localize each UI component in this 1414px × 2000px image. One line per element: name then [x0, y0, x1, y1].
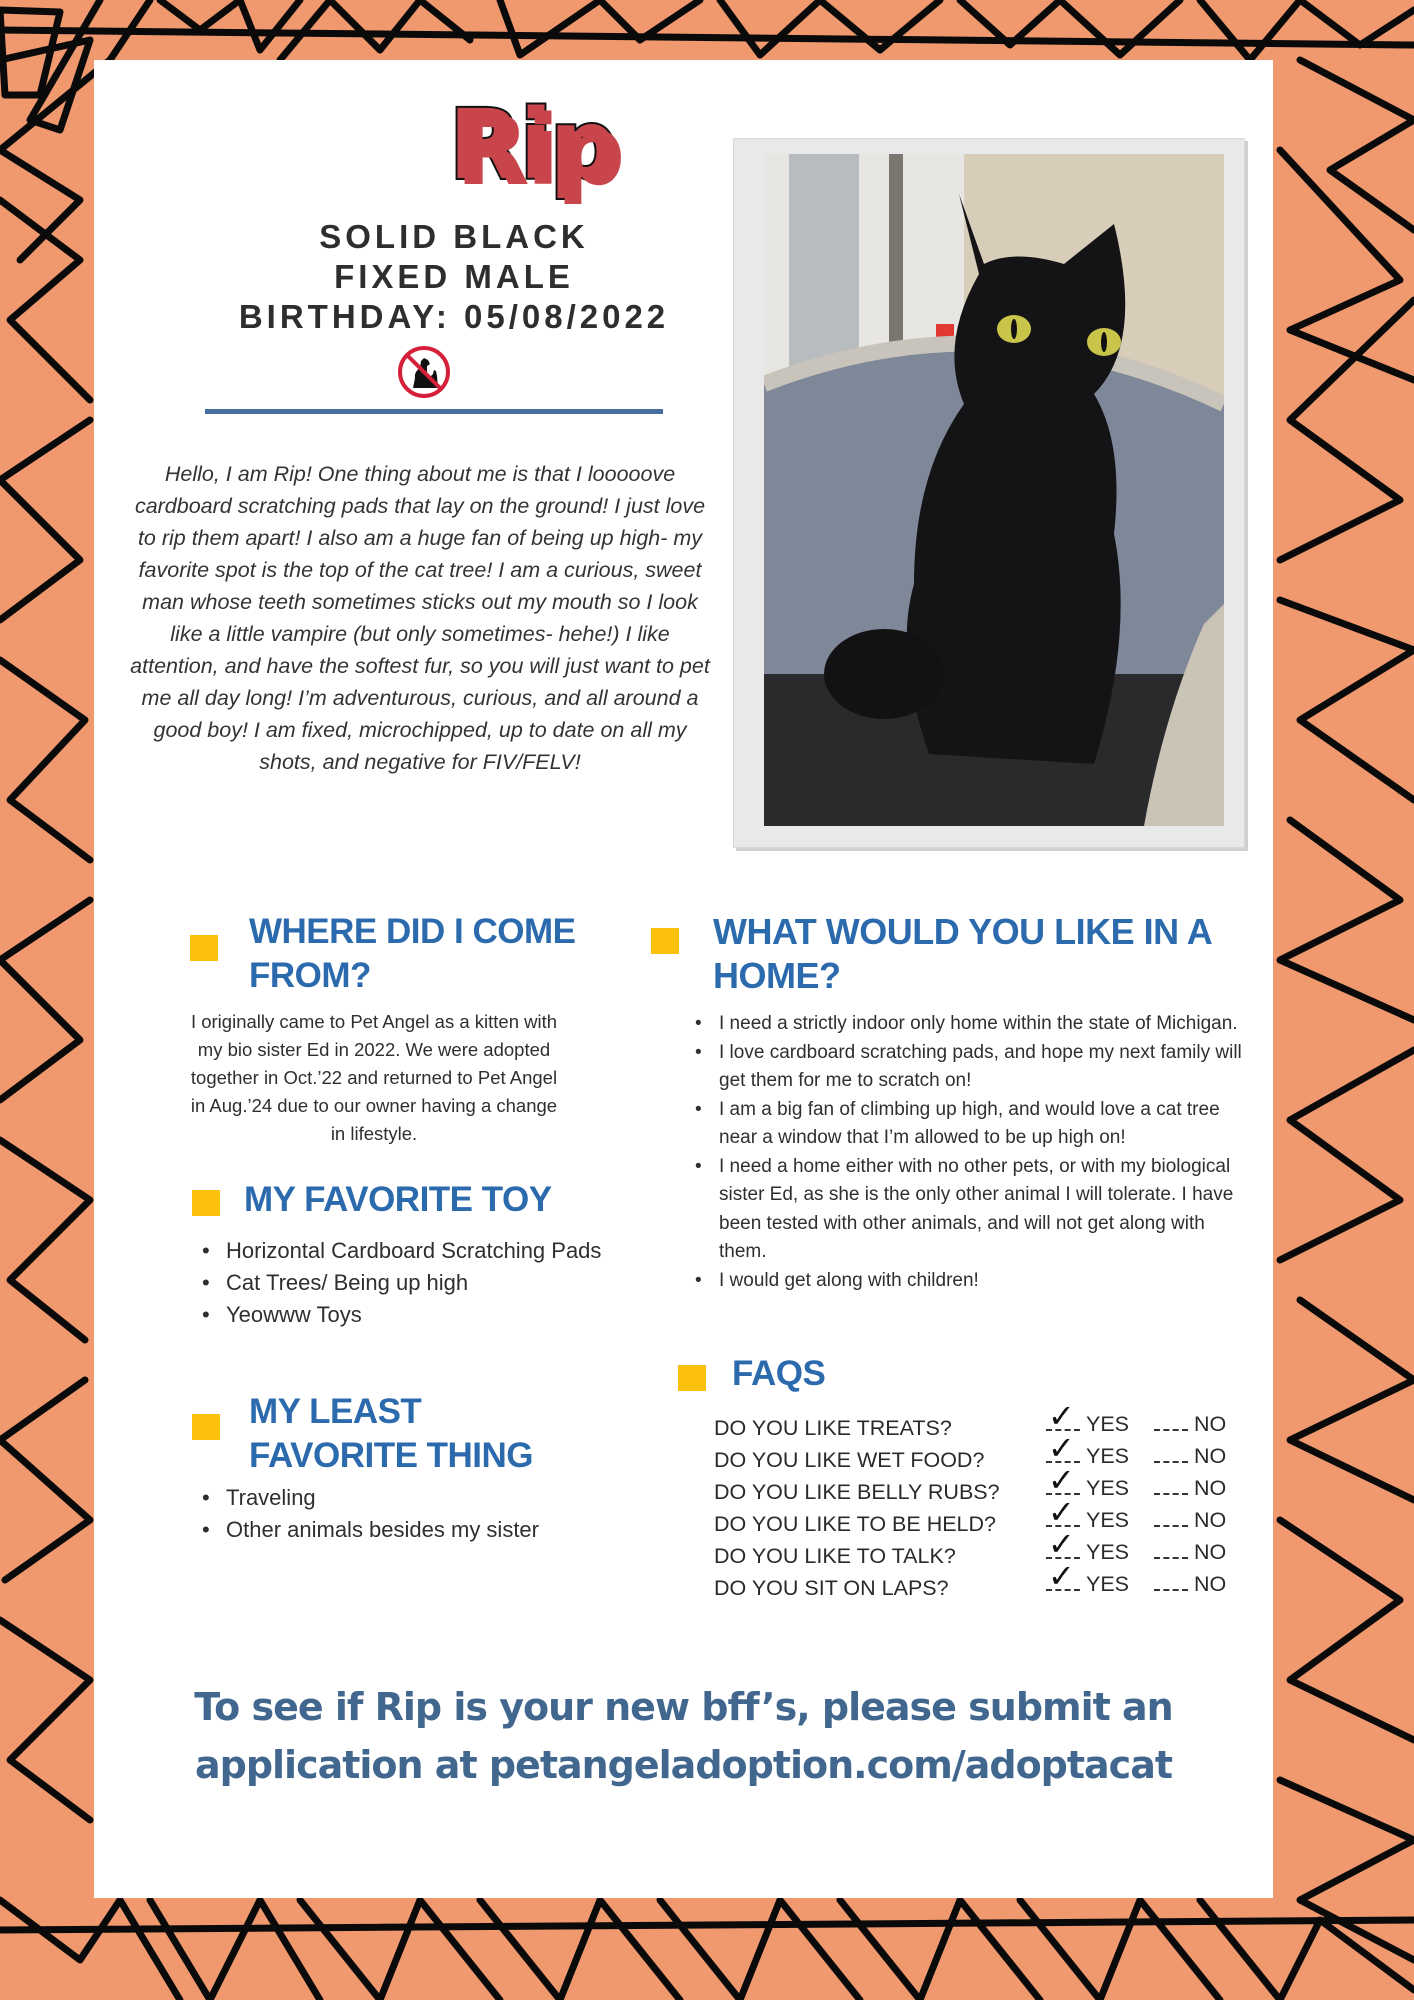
least-favorite-heading: MY LEAST FAVORITE THING	[249, 1392, 534, 1475]
checkmark-icon: ✓	[1048, 1461, 1075, 1499]
list-item: • I would get along with children!	[691, 1267, 1251, 1296]
cat-photo	[764, 154, 1224, 826]
faq-yes-option: ✓ YES	[1048, 1525, 1130, 1564]
faq-row	[714, 1557, 1254, 1604]
section-bullet-square	[192, 1190, 220, 1216]
faq-no-option: NO	[1154, 1540, 1226, 1565]
checkmark-icon: ✓	[1048, 1429, 1075, 1467]
faq-no-option: NO	[1154, 1412, 1226, 1437]
no-pets-icon	[396, 344, 452, 400]
faq-question: DO YOU LIKE BELLY RUBS?	[714, 1480, 1000, 1504]
list-item: • Horizontal Cardboard Scratching Pads	[198, 1235, 658, 1267]
faq-question: DO YOU LIKE WET FOOD?	[714, 1448, 985, 1472]
faq-row	[714, 1429, 1254, 1476]
list-item: • Traveling	[198, 1482, 658, 1514]
checkmark-icon: ✓	[1048, 1397, 1075, 1435]
faq-yes-option: ✓ YES	[1048, 1557, 1130, 1596]
favorite-toy-list	[198, 1235, 658, 1331]
faq-no-option: NO	[1154, 1572, 1226, 1597]
faq-yes-option: ✓ YES	[1048, 1493, 1130, 1532]
checkmark-icon: ✓	[1048, 1525, 1075, 1563]
faq-row	[714, 1397, 1254, 1444]
origin-heading: WHERE DID I COME FROM?	[249, 912, 576, 995]
section-bullet-square	[190, 935, 218, 961]
adoption-link-text[interactable]: application at petangeladoption.com/adoptacat	[194, 1743, 1173, 1787]
list-item: • Other animals besides my sister	[198, 1514, 658, 1546]
birthday-line: BIRTHDAY: 05/08/2022	[238, 298, 670, 335]
list-item: • I am a big fan of climbing up high, and would love a cat tree near a window that I’m allowed to be up high on!	[691, 1096, 1251, 1153]
faq-row	[714, 1493, 1254, 1540]
faq-yes-option: ✓ YES	[1048, 1429, 1130, 1468]
checkmark-icon: ✓	[1048, 1493, 1075, 1531]
list-item: • I love cardboard scratching pads, and hope my next family will get them for me to scratch on!	[691, 1039, 1251, 1096]
call-to-action: To see if Rip is your new bff’s, please submit an application at petangeladoption.com/adoptacat	[114, 1678, 1253, 1794]
section-bullet-square	[651, 928, 679, 954]
cat-name-title: Rip	[448, 89, 616, 201]
adoption-flyer-card	[94, 60, 1273, 1898]
list-item: • I need a home either with no other pets, or with my biological sister Ed, as she is the only other animal I will tolerate. I have been tested with other animals, and will not get along with them.	[691, 1153, 1251, 1267]
favorite-toy-heading: MY FAVORITE TOY	[244, 1180, 552, 1219]
faq-no-option: NO	[1154, 1444, 1226, 1469]
bio-paragraph: Hello, I am Rip! One thing about me is that I looooove cardboard scratching pads that lay on the ground! I just love to rip them apart! I also am a huge fan of being up high- my favorite spot is the top of the cat tree! I am a curious, sweet man whose teeth sometimes sticks out my mouth so I look like a little vampire (but only sometimes- hehe!) I like attention, and have the softest fur, so you will just want to pet me all day long! I’m adventurous, curious, and all around a good boy! I am fixed, microchipped, up to date on all my shots, and negative for FIV/FELV!	[130, 462, 710, 774]
faq-question: DO YOU SIT ON LAPS?	[714, 1576, 949, 1600]
faq-row	[714, 1461, 1254, 1508]
faqs-heading: FAQS	[732, 1354, 826, 1393]
faq-no-option: NO	[1154, 1476, 1226, 1501]
faq-yes-option: ✓ YES	[1048, 1461, 1130, 1500]
photo-frame	[733, 138, 1245, 848]
origin-text: I originally came to Pet Angel as a kitten with my bio sister Ed in 2022. We were adopted together in Oct.’22 and returned to Pet Angel in Aug.’24 due to our owner having a change in lifestyle.	[190, 1011, 558, 1144]
list-item: • Cat Trees/ Being up high	[198, 1267, 658, 1299]
home-requirements-list	[691, 1010, 1251, 1295]
faq-question: DO YOU LIKE TO TALK?	[714, 1544, 956, 1568]
faq-row	[714, 1525, 1254, 1572]
least-favorite-list	[198, 1482, 658, 1546]
faq-table	[714, 1397, 1254, 1604]
list-item: • I need a strictly indoor only home within the state of Michigan.	[691, 1010, 1251, 1039]
faq-question: DO YOU LIKE TO BE HELD?	[714, 1512, 996, 1536]
home-heading: WHAT WOULD YOU LIKE IN A HOME?	[713, 911, 1213, 996]
faq-question: DO YOU LIKE TREATS?	[714, 1416, 952, 1440]
faq-yes-option: ✓ YES	[1048, 1397, 1130, 1436]
list-item: • Yeowww Toys	[198, 1299, 658, 1331]
sex-line: FIXED MALE	[334, 258, 574, 295]
color-line: SOLID BLACK	[319, 218, 589, 255]
checkmark-icon: ✓	[1048, 1557, 1075, 1595]
section-bullet-square	[192, 1414, 220, 1440]
faq-no-option: NO	[1154, 1508, 1226, 1533]
section-bullet-square	[678, 1365, 706, 1391]
header-divider	[205, 409, 663, 414]
